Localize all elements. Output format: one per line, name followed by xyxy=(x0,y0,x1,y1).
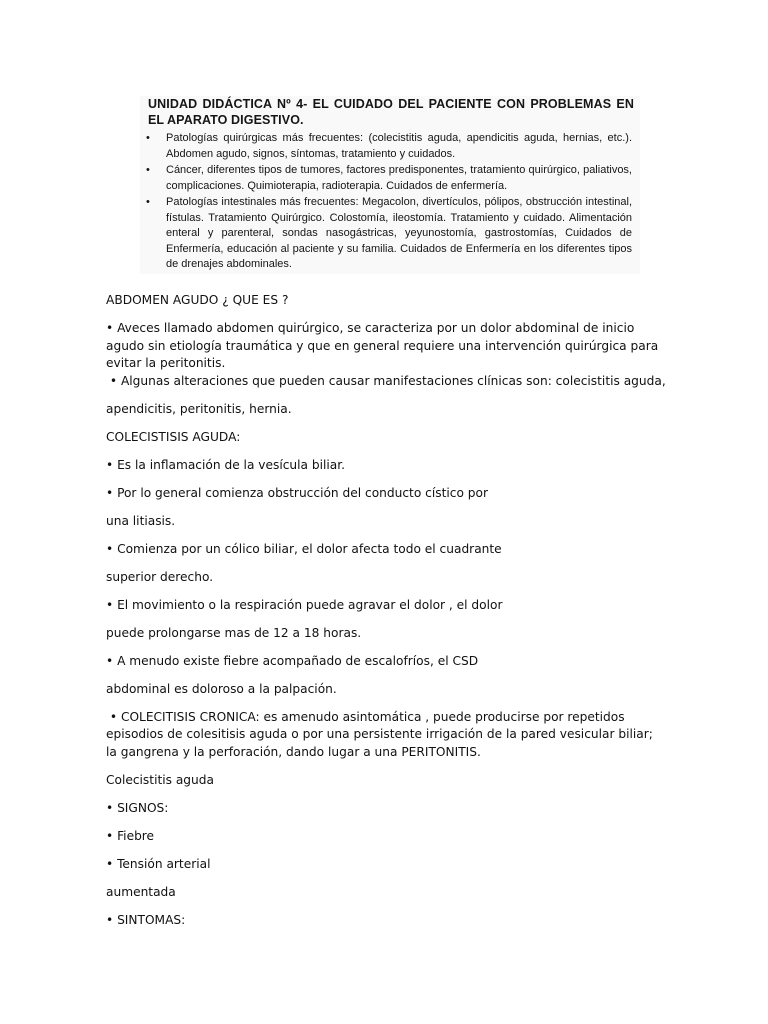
syllabus-excerpt-image xyxy=(140,96,640,274)
paragraph: superior derecho. xyxy=(106,569,214,584)
list-item-text: Cáncer, diferentes tipos de tumores, factores predisponentes, tratamiento quirúrgico, paliativos, complicaciones. Quimioterapia, radioterapia. Cuidados de enfermería. xyxy=(166,164,632,192)
list-item xyxy=(140,163,632,194)
section-heading: Colecistitis aguda xyxy=(106,772,214,787)
paragraph: aumentada xyxy=(106,884,176,899)
paragraph: • SINTOMAS: xyxy=(106,912,186,927)
paragraph: una litiasis. xyxy=(106,513,176,528)
paragraph: • SIGNOS: xyxy=(106,800,169,815)
paragraph: puede prolongarse mas de 12 a 18 horas. xyxy=(106,625,362,640)
paragraph: • A menudo existe fiebre acompañado de escalofríos, el CSD xyxy=(106,653,479,668)
paragraph: abdominal es doloroso a la palpación. xyxy=(106,681,337,696)
paragraph: • Fiebre xyxy=(106,828,155,843)
bullet-icon: • xyxy=(146,196,150,208)
paragraph: apendicitis, peritonitis, hernia. xyxy=(106,401,292,416)
list-item xyxy=(140,195,632,273)
paragraph: • Es la inflamación de la vesícula biliar. xyxy=(106,457,346,472)
list-item-text: Patologías quirúrgicas más frecuentes: (colecistitis aguda, apendicitis aguda, hernias, etc.). Abdomen agudo, signos, síntomas, tratamiento y cuidados. xyxy=(166,132,632,160)
paragraph: • Comienza por un cólico biliar, el dolor afecta todo el cuadrante xyxy=(106,541,502,556)
list-item xyxy=(140,131,632,162)
paragraph: • Por lo general comienza obstrucción del conducto cístico por xyxy=(106,485,488,500)
paragraph: • COLECITISIS CRONICA: es amenudo asintomática , puede producirse por repetidos episodios de colesitisis aguda o por una persistente irrigación de la pared vesicular biliar; la gangrena y la perforación, dando lugar a una PERITONITIS. xyxy=(106,709,657,759)
document-body xyxy=(106,292,666,940)
bullet-icon: • xyxy=(146,164,150,176)
paragraph: • Aveces llamado abdomen quirúrgico, se caracteriza por un dolor abdominal de inicio agudo sin etiología traumática y que en general requiere una intervención quirúrgica para evitar la peritonitis. xyxy=(106,321,659,370)
section-heading: ABDOMEN AGUDO ¿ QUE ES ? xyxy=(106,293,289,307)
paragraph: • Tensión arterial xyxy=(106,856,211,871)
list-item-text: Patologías intestinales más frecuentes: Megacolon, divertículos, pólipos, obstrucción intestinal, fístulas. Tratamiento Quirúrgico. Colostomía, ileostomía. Tratamiento y cuidado. Alimentación enteral y parenteral, sondas nasogástricas, yeyunostomía, gastrostomías, Cuidados de Enfermería, educación al paciente y su familia. Cuidados de Enfermería en los diferentes tipos de drenajes abdominales. xyxy=(166,196,632,270)
paragraph: • Algunas alteraciones que pueden causar manifestaciones clínicas son: colecistitis aguda, xyxy=(106,373,666,388)
unit-topics-list xyxy=(140,131,640,273)
paragraph: • El movimiento o la respiración puede agravar el dolor , el dolor xyxy=(106,597,503,612)
bullet-icon: • xyxy=(146,132,150,144)
unit-title: UNIDAD DIDÁCTICA Nº 4- EL CUIDADO DEL PACIENTE CON PROBLEMAS EN EL APARATO DIGESTIVO. xyxy=(148,97,634,127)
section-heading: COLECISTISIS AGUDA: xyxy=(106,429,241,444)
